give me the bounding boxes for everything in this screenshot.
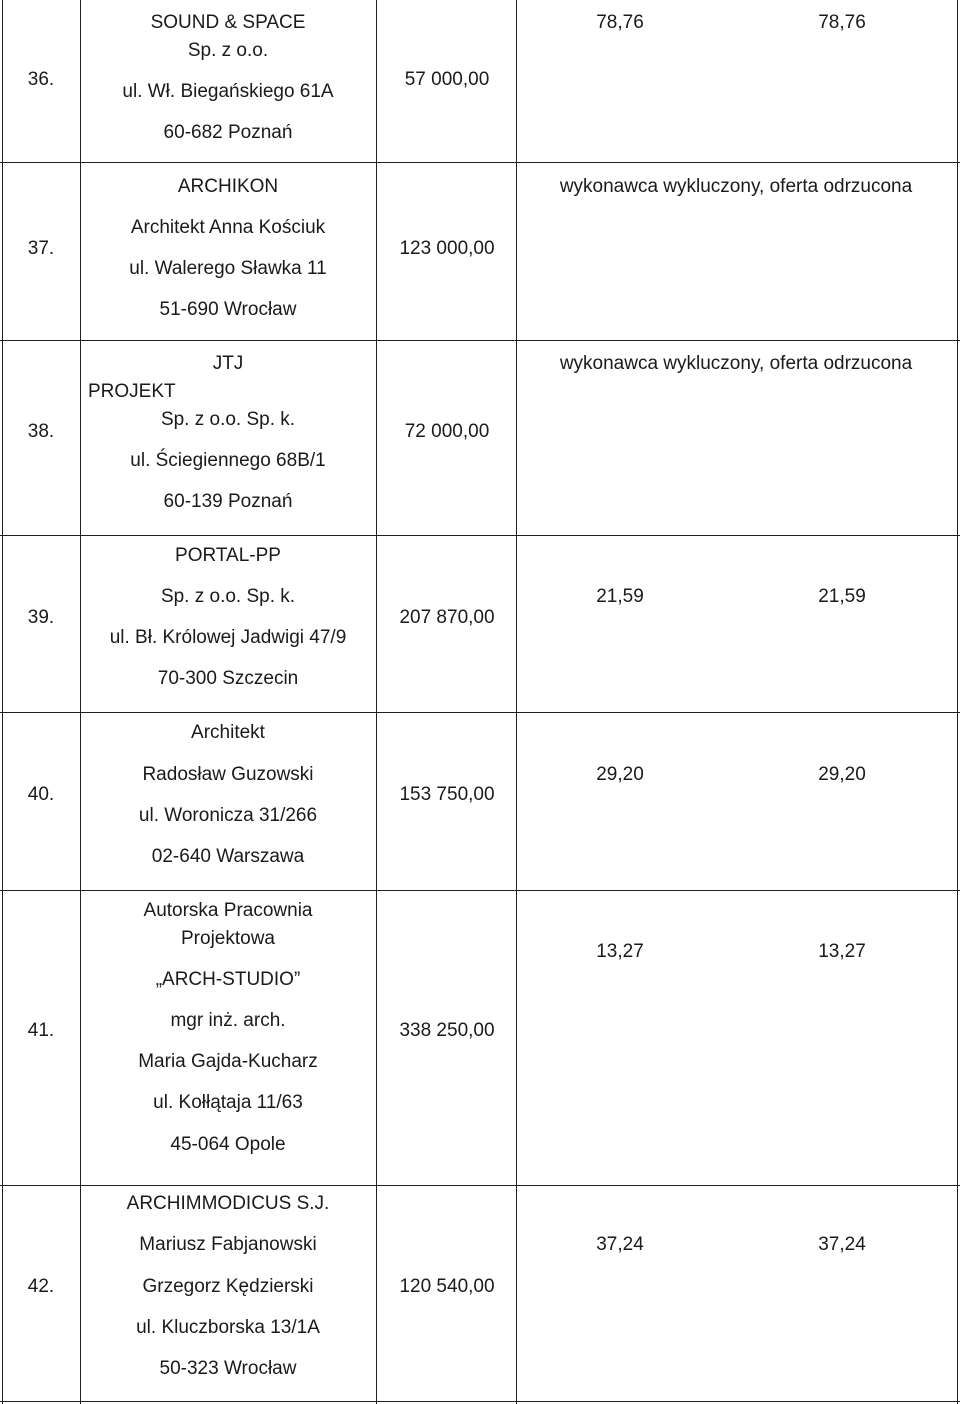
- status-text: wykonawca wykluczony, oferta odrzucona: [559, 176, 913, 197]
- row-divider: [0, 1185, 960, 1186]
- contractor-line: Sp. z o.o. Sp. k.: [160, 409, 296, 430]
- row-number: 41.: [27, 1020, 55, 1041]
- contractor-line: ul. Kołłątaja 11/63: [153, 1092, 303, 1113]
- table-border-bottom: [0, 1401, 960, 1402]
- offer-price: 338 250,00: [399, 1020, 495, 1041]
- row-number: 40.: [27, 784, 55, 805]
- contractor-line: Mariusz Fabjanowski: [139, 1234, 317, 1255]
- contractor-line: Grzegorz Kędzierski: [142, 1276, 314, 1297]
- score-b: 37,24: [818, 1234, 866, 1255]
- row-number: 39.: [27, 607, 55, 628]
- table-border-right: [957, 0, 958, 1404]
- contractor-line: ARCHIKON: [177, 176, 279, 197]
- contractor-line: Sp. z o.o.: [187, 40, 269, 61]
- contractor-line: Maria Gajda-Kucharz: [138, 1051, 318, 1072]
- contractor-line: „ARCH-STUDIO”: [155, 969, 301, 990]
- contractor-line: Architekt Anna Kościuk: [130, 217, 326, 238]
- row-number: 42.: [27, 1276, 55, 1297]
- row-number: 38.: [27, 421, 55, 442]
- contractor-line: mgr inż. arch.: [170, 1010, 286, 1031]
- contractor-line: Autorska Pracownia: [143, 900, 313, 921]
- row-divider: [0, 340, 960, 341]
- offer-price: 72 000,00: [404, 421, 490, 442]
- contractor-line: 60-682 Poznań: [163, 122, 293, 143]
- score-a: 13,27: [596, 941, 644, 962]
- contractor-line: 50-323 Wrocław: [159, 1358, 297, 1379]
- contractor-line: ARCHIMMODICUS S.J.: [126, 1193, 330, 1214]
- contractor-line: 02-640 Warszawa: [151, 846, 305, 867]
- contractor-line: ul. Bł. Królowej Jadwigi 47/9: [109, 627, 347, 648]
- row-divider: [0, 712, 960, 713]
- contractor-line: ul. Wł. Biegańskiego 61A: [122, 81, 334, 102]
- column-divider: [80, 0, 81, 1404]
- contractor-line: 60-139 Poznań: [163, 491, 293, 512]
- contractor-line: PORTAL-PP: [175, 545, 281, 566]
- contractor-line: 70-300 Szczecin: [157, 668, 299, 689]
- contractor-line: Projektowa: [181, 928, 275, 949]
- row-divider: [0, 162, 960, 163]
- contractor-line: Architekt: [191, 722, 265, 743]
- row-number: 36.: [27, 69, 55, 90]
- contractor-line: ul. Ściegiennego 68B/1: [130, 450, 326, 471]
- contractor-line: SOUND & SPACE: [150, 12, 306, 33]
- score-a: 29,20: [596, 764, 644, 785]
- score-b: 29,20: [818, 764, 866, 785]
- column-divider: [376, 0, 377, 1404]
- score-b: 13,27: [818, 941, 866, 962]
- contractor-line: 51-690 Wrocław: [159, 299, 297, 320]
- score-b: 78,76: [818, 12, 866, 33]
- score-a: 37,24: [596, 1234, 644, 1255]
- offer-price: 120 540,00: [399, 1276, 495, 1297]
- contractor-line: JTJ: [212, 353, 244, 374]
- row-divider: [0, 890, 960, 891]
- contractor-line: ul. Kluczborska 13/1A: [136, 1317, 320, 1338]
- table-border-left: [2, 0, 3, 1404]
- row-number: 37.: [27, 238, 55, 259]
- row-divider: [0, 535, 960, 536]
- contractor-line: 45-064 Opole: [170, 1134, 286, 1155]
- score-b: 21,59: [818, 586, 866, 607]
- offer-price: 153 750,00: [399, 784, 495, 805]
- column-divider: [516, 0, 517, 1404]
- offer-price: 57 000,00: [404, 69, 490, 90]
- status-text: wykonawca wykluczony, oferta odrzucona: [559, 353, 913, 374]
- contractor-line: ul. Woronicza 31/266: [138, 805, 318, 826]
- contractor-line: ul. Walerego Sławka 11: [129, 258, 327, 279]
- contractor-line: Sp. z o.o. Sp. k.: [160, 586, 296, 607]
- offer-price: 123 000,00: [399, 238, 495, 259]
- contractor-line: PROJEKT: [88, 381, 176, 402]
- offer-price: 207 870,00: [399, 607, 495, 628]
- score-a: 21,59: [596, 586, 644, 607]
- score-a: 78,76: [596, 12, 644, 33]
- contractor-line: Radosław Guzowski: [142, 764, 314, 785]
